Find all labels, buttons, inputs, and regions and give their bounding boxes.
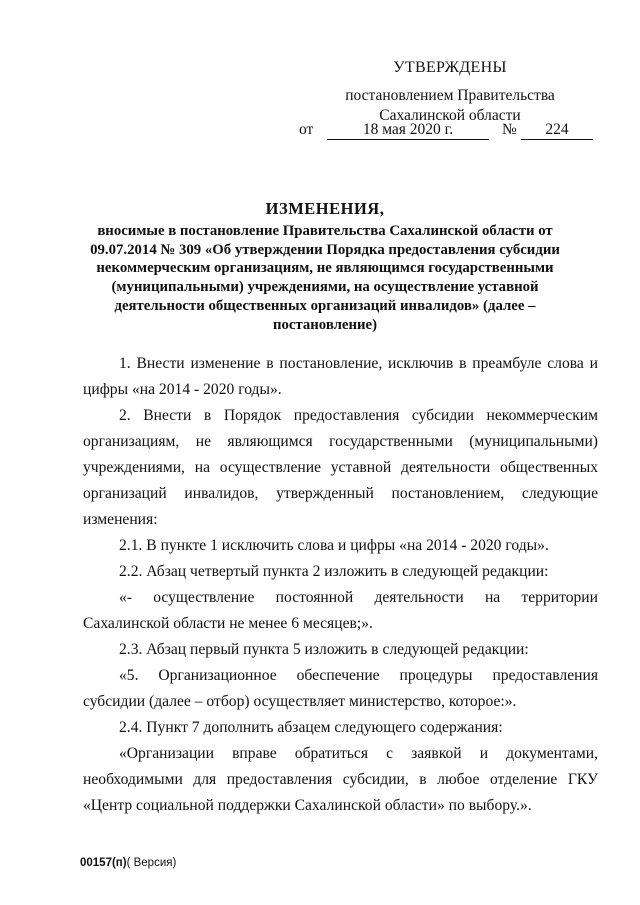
paragraph-2-3-text: «5. Организационное обеспечение процедуры предоставления субсидии (далее – отбор) осуществляет министерство, которое:». <box>83 667 598 710</box>
date-value: 18 мая 2020 г. <box>327 121 489 140</box>
approval-line-1: постановлением Правительства <box>345 87 555 104</box>
approval-line-2: Сахалинской области <box>379 107 521 124</box>
approval-block <box>330 58 570 126</box>
date-label: от <box>299 121 314 138</box>
number-value: 224 <box>521 121 593 140</box>
footer-version: ( Версия) <box>126 857 177 869</box>
footer-code: 00157(п) <box>80 857 127 869</box>
number-label: № <box>502 121 517 138</box>
paragraph-2-1: 2.1. В пункте 1 исключить слова и цифры «на 2014 - 2020 годы». <box>119 537 549 554</box>
paragraph-2-2: 2.2. Абзац четвертый пункта 2 изложить в следующей редакции: <box>119 563 549 580</box>
title-subtitle: вносимые в постановление Правительства Сахалинской области от 09.07.2014 № 309 «Об утверждении Порядка предоставления субсидии некоммерческим организациям, не являющимся государственными (муниципальными) учреждениями, на осуществление уставной деятельности общественных организаций инвалидов» (далее – постановление) <box>90 223 560 333</box>
paragraph-2-2-text: «- осуществление постоянной деятельности на территории Сахалинской области не менее 6 месяцев;». <box>83 589 598 632</box>
paragraph-2-3: 2.3. Абзац первый пункта 5 изложить в следующей редакции: <box>119 641 529 658</box>
approval-heading: УТВЕРЖДЕНЫ <box>393 59 507 76</box>
approval-date-number-line <box>299 121 599 141</box>
document-title <box>90 198 560 334</box>
paragraph-2: 2. Внести в Порядок предоставления субсидии некоммерческим организациям, не являющимся государственными (муниципальными) учреждениями, на осуществление уставной деятельности общественных организаций инвалидов, утвержденный постановлением, следующие изменения: <box>83 407 598 528</box>
document-body <box>83 351 598 819</box>
paragraph-1: 1. Внести изменение в постановление, исключив в преамбуле слова и цифры «на 2014 - 2020 годы». <box>83 355 598 398</box>
document-footer <box>80 857 176 869</box>
title-main: ИЗМЕНЕНИЯ, <box>265 199 385 218</box>
paragraph-2-4-text: «Организации вправе обратиться с заявкой и документами, необходимыми для предоставления субсидии, в любое отделение ГКУ «Центр социальной поддержки Сахалинской области» по выбору.». <box>83 745 598 814</box>
paragraph-2-4: 2.4. Пункт 7 дополнить абзацем следующего содержания: <box>119 719 503 736</box>
